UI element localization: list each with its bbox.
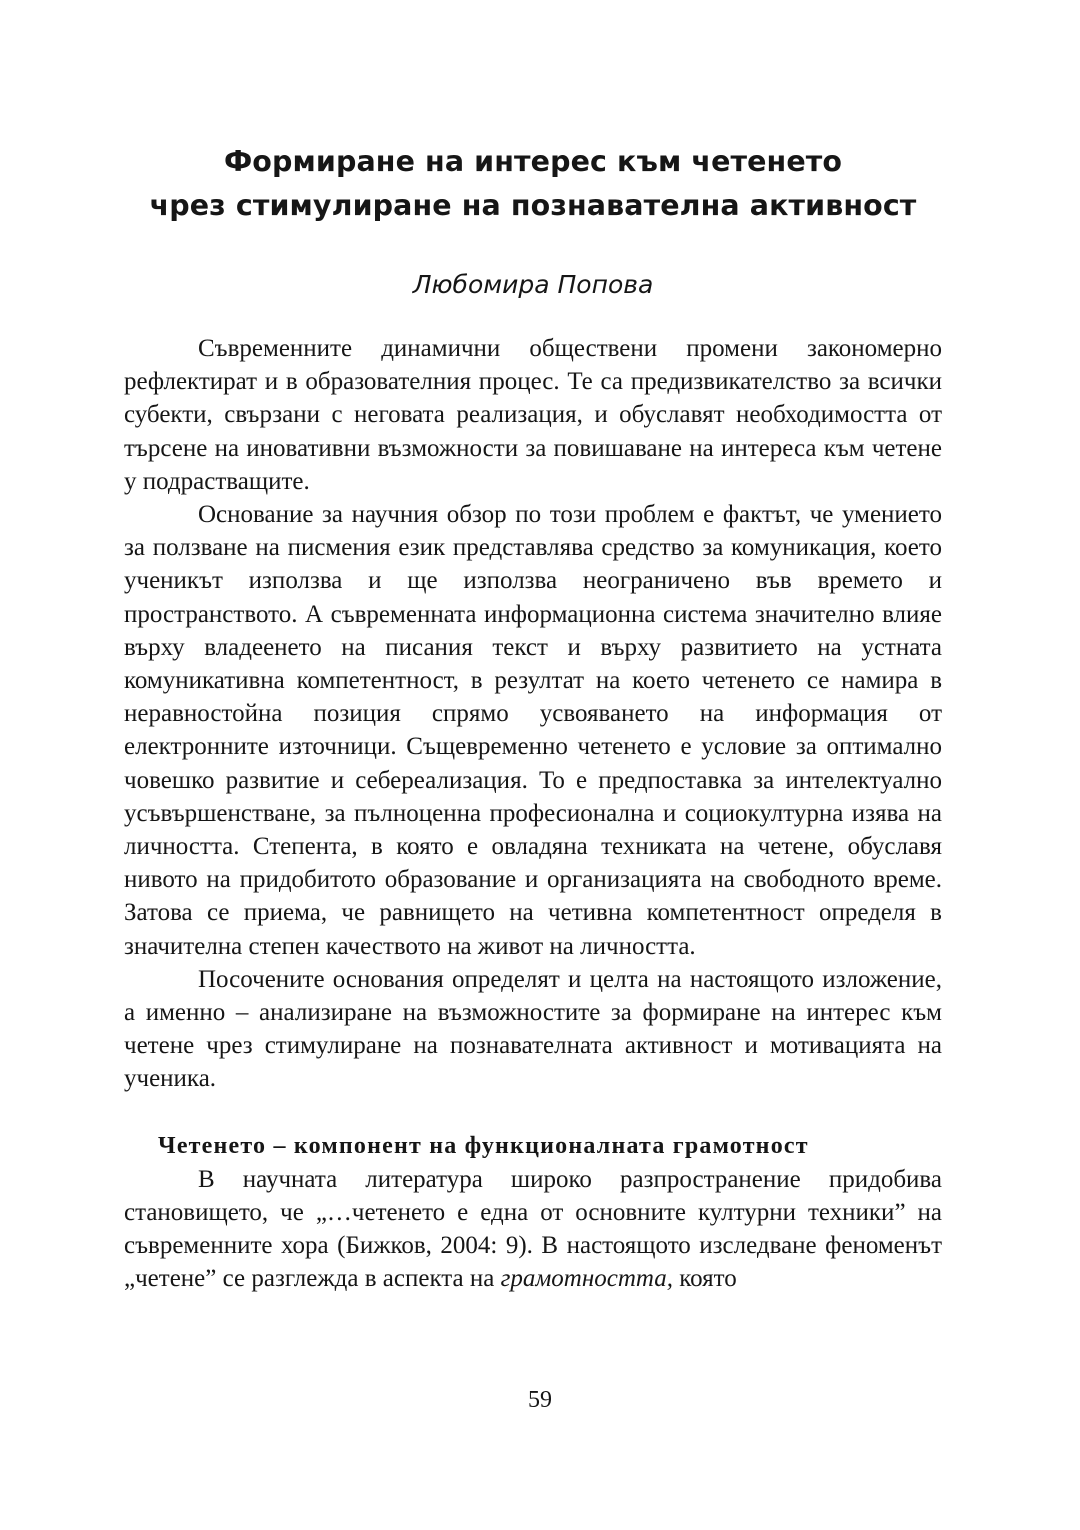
- paragraph-1: Съвременните динамични обществени промени закономерно рефлектират и в образователния процес. Те са предизвикателство за всички субекти, свързани с неговата реализация, и обуславят необходимостта от търсене на иновативни възможности за повишаване на интереса към четене у подрастващите.: [124, 335, 942, 495]
- author-name: Любомира Попова: [412, 270, 654, 299]
- article-title-line-2: чрез стимулиране на познавателна активност: [149, 189, 917, 222]
- article-body: [124, 332, 942, 1296]
- section-paragraph-tail: която: [673, 1265, 737, 1293]
- paragraph-3: Посочените основания определят и целта на настоящото изложение, а именно – анализиране на възможностите за формиране на интерес към четене чрез стимулиране на познавателната активност и мотивацията на ученика.: [124, 965, 942, 1093]
- section-paragraph: [124, 1163, 942, 1296]
- section-heading: Четенето – компонент на функционалната грамотност: [158, 1132, 809, 1159]
- section-paragraph-text: В научната литература широко разпространение придобива становището, че „…четенето е една от основните културни техники” на съвременните хора (Бижков, 2004: 9). В настоящото изследване феноменът „четене” се разглежда в аспекта на: [124, 1165, 942, 1293]
- article-title: [124, 140, 942, 228]
- section-paragraph-emphasis: грамотността,: [500, 1265, 673, 1293]
- page-number: 59: [528, 1387, 552, 1413]
- paragraph-2: Основание за научния обзор по този проблем е фактът, че умението за ползване на писмения език представлява средство за комуникация, което ученикът използва и ще използва неограничено във времето и пространството. А съвременната информационна система значително влияе върху владеенето на писания текст и върху развитието на устната комуникативна компетентност, в резултат на което четенето се намира в неравностойна позиция спрямо усвояването на информация от електронните източници. Същевременно четенето е условие за оптимално човешко развитие и себереализация. То е предпоставка за интелектуално усъвършенстване, за пълноценна професионална и социокултурна изява на личността. Степента, в която е овладяна техниката на четене, обуславя нивото на придобитото образование и организацията на свободното време. Затова се приема, че равнището на четивна компетентност определя в значителна степен качеството на живот на личността.: [124, 501, 942, 960]
- article-title-line-1: Формиране на интерес към четенето: [223, 145, 843, 178]
